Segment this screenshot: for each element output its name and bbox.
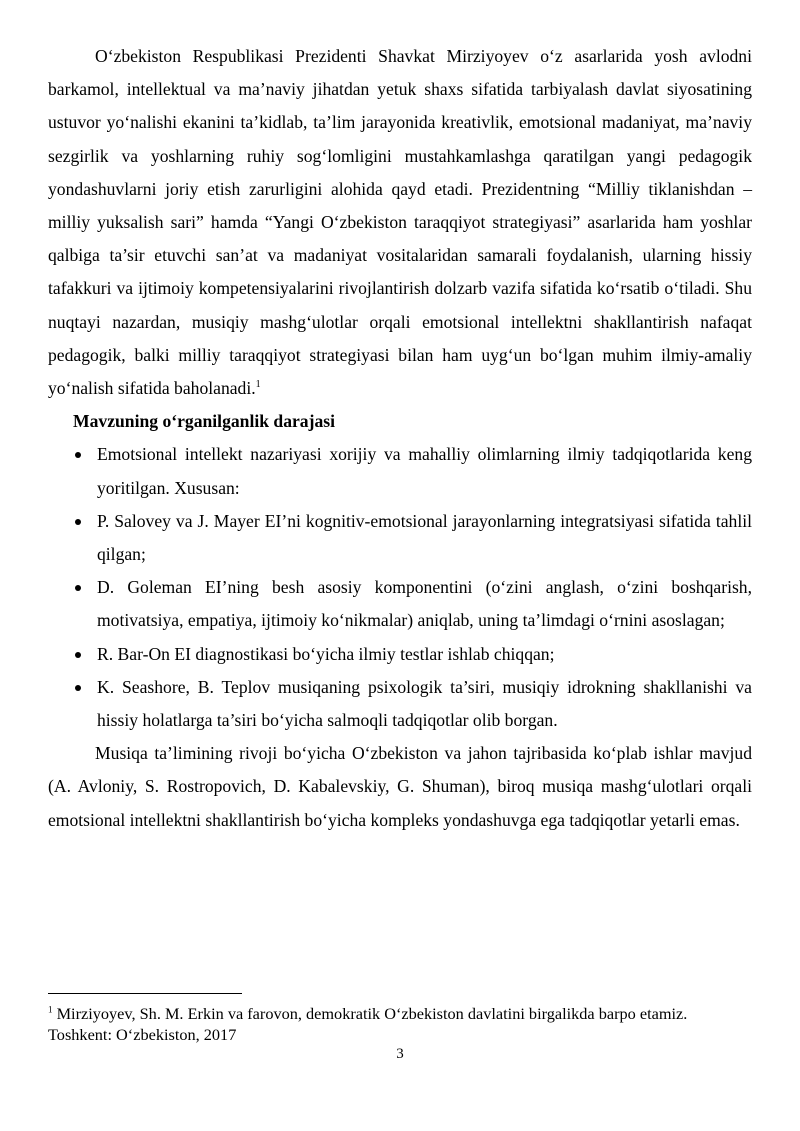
list-item [48,638,752,671]
list-item [48,438,752,504]
bullet-list [48,438,752,737]
footnote [48,1004,752,1045]
bullet-icon [75,519,81,525]
footnote-reference: 1 [255,379,261,391]
list-item [48,571,752,637]
list-item [48,671,752,737]
list-item-text: Emotsional intellekt nazariyasi xorijiy va mahalliy olimlarning ilmiy tadqiqotlarida keng yoritilgan. Xususan: [97,444,752,498]
footnote-text: Mirziyoyev, Sh. M. Erkin va farovon, demokratik O‘zbekiston davlatini birgalikda barpo etamiz. Toshkent: O‘zbekiston, 2017 [48,1004,688,1044]
footnote-divider [48,993,242,994]
intro-paragraph: O‘zbekiston Respublikasi Prezidenti Shavkat Mirziyoyev o‘z asarlarida yosh avlodni barkamol, intellektual va ma’naviy jihatdan yetuk shaxs sifatida tarbiyalash davlat siyosatining ustuvor yo‘nalishi ekanini ta’kidlab, ta’lim jarayonida kreativlik, emotsional madaniyat, ma’naviy sezgirlik va yoshlarning ruhiy sog‘lomligini mustahkamlashga qaratilgan yangi pedagogik yondashuvlarni joriy etish zarurligini alohida qayd etadi. Prezidentning “Milliy tiklanishdan – milliy yuksalish sari” hamda “Yangi O‘zbekiston taraqqiyot strategiyasi” asarlarida ham yoshlar qalbiga ta’sir etuvchi san’at va madaniyat vositalaridan samarali foydalanish, ularning hissiy tafakkuri va ijtimoiy kompetensiyalarini rivojlantirish dolzarb vazifa sifatida ko‘rsatib o‘tiladi. Shu nuqtayi nazardan, musiqiy mashg‘ulotlar orqali emotsional intellektni shakllantirish nafaqat pedagogik, balki milliy taraqqiyot strategiyasi bilan ham uyg‘un bo‘lgan muhim ilmiy-amaliy yo‘nalish sifatida baholanadi.$^1$ [48,46,752,399]
list-item-text: R. Bar-On EI diagnostikasi bo‘yicha ilmiy testlar ishlab chiqqan; [97,643,555,664]
list-item-text: D. Goleman EI’ning besh asosiy komponentini (o‘zini anglash, o‘zini boshqarish, motivatsiya, empatiya, ijtimoiy ko‘nikmalar) aniqlab, uning ta’limdagi o‘rnini asoslagan; [97,577,752,631]
section-heading: Mavzuning o‘rganilganlik darajasi [73,411,335,432]
closing-paragraph: Musiqa ta’limining rivoji bo‘yicha O‘zbekiston va jahon tajribasida ko‘plab ishlar mavjud (A. Avloniy, S. Rostropovich, D. Kabalevskiy, G. Shuman), biroq musiqa mashg‘ulotlari orqali emotsional intellektni shakllantirish bo‘yicha kompleks yondashuvga ega tadqiqotlar yetarli emas. [48,743,752,830]
footnote-marker: 1 [48,1004,53,1015]
list-item-text: K. Seashore, B. Teplov musiqaning psixologik ta’siri, musiqiy idrokning shakllanishi va hissiy holatlarga ta’siri bo‘yicha salmoqli tadqiqotlar olib borgan. [97,676,752,731]
list-item [48,505,752,571]
bullet-icon [75,585,81,591]
page-number: 3 [396,1046,404,1062]
intro-paragraph-text: O‘zbekiston Respublikasi Prezidenti Shavkat Mirziyoyev o‘z asarlarida yosh avlodni barkamol, intellektual va ma’naviy jihatdan yetuk shaxs sifatida tarbiyalash davlat siyosatining ustuvor yo‘nalishi ekanini ta’kidlab, ta’lim jarayonida kreativlik, emotsional madaniyat, ma’naviy sezgirlik va yoshlarning ruhiy sog‘lomligini mustahkamlashga qaratilgan yangi pedagogik yondashuvlarni joriy etish zarurligini alohida qayd etadi. Prezidentning “Milliy tiklanishdan – milliy yuksalish sari” hamda “Yangi O‘zbekiston taraqqiyot strategiyasi” asarlarida ham yoshlar qalbiga ta’sir etuvchi san’at va madaniyat vositalaridan samarali foydalanish, ularning hissiy tafakkuri va ijtimoiy kompetensiyalarini rivojlantirish dolzarb vazifa sifatida ko‘rsatib o‘tiladi. Shu nuqtayi nazardan, musiqiy mashg‘ulotlar orqali emotsional intellektni shakllantirish nafaqat pedagogik, balki milliy taraqqiyot strategiyasi bilan ham uyg‘un bo‘lgan muhim ilmiy-amaliy yo‘nalish sifatida baholanadi [48,46,752,399]
bullet-icon [75,452,81,458]
bullet-icon [75,652,81,658]
list-item-text: P. Salovey va J. Mayer EI’ni kognitiv-emotsional jarayonlarning integratsiyasi sifatida tahlil qilgan; [97,510,752,565]
body-text [48,40,752,837]
bullet-icon [75,685,81,691]
